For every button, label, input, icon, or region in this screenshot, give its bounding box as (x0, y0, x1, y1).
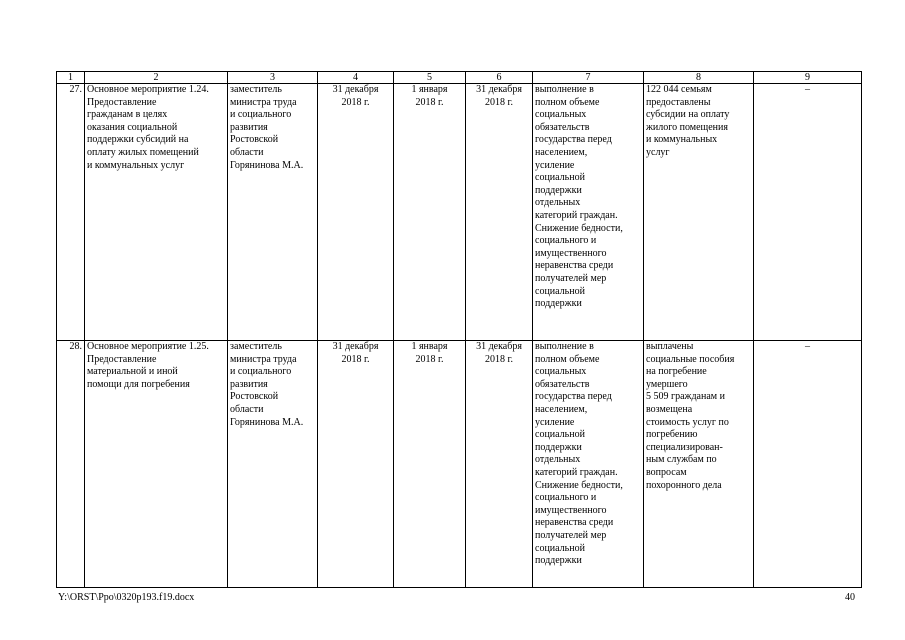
actual-start-date: 1 января 2018 г. (394, 341, 466, 588)
header-cell: 7 (533, 72, 644, 84)
table-row (57, 341, 862, 588)
note-dash: – (805, 341, 810, 352)
note-dash: – (805, 84, 810, 95)
actual-end-date: 31 декабря 2018 г. (466, 84, 533, 341)
header-cell: 1 (57, 72, 85, 84)
header-cell: 9 (754, 72, 862, 84)
row-number: 28. (57, 341, 85, 588)
planned-end-date: 31 декабря 2018 г. (318, 84, 394, 341)
responsible-person: заместитель министра труда и социального развития Ростовской области Горянинова М.А. (228, 84, 318, 341)
actual-end-date: 31 декабря 2018 г. (466, 341, 533, 588)
document-table (56, 71, 862, 588)
activity-title: Основное мероприятие 1.25. Предоставление материальной и иной помощи для погребения (85, 341, 228, 588)
header-cell: 2 (85, 72, 228, 84)
table-row (57, 84, 862, 341)
actual-result: 122 044 семьям предоставлены субсидии на оплату жилого помещения и коммунальных услуг (644, 84, 754, 341)
note-cell (754, 84, 862, 341)
header-cell: 5 (394, 72, 466, 84)
activity-title: Основное мероприятие 1.24. Предоставление гражданам в целях оказания социальной поддержки субсидий на оплату жилых помещений и коммунальных услуг (85, 84, 228, 341)
header-cell: 3 (228, 72, 318, 84)
footer-file-path: Y:\ORST\Ppo\0320p193.f19.docx (58, 592, 195, 603)
note-cell (754, 341, 862, 588)
header-cell: 4 (318, 72, 394, 84)
actual-result: выплачены социальные пособия на погребение умершего 5 509 гражданам и возмещена стоимость услуг по погребению специализирован- ным службам по вопросам похоронного дела (644, 341, 754, 588)
actual-start-date: 1 января 2018 г. (394, 84, 466, 341)
header-cell: 6 (466, 72, 533, 84)
header-cell: 8 (644, 72, 754, 84)
planned-result: выполнение в полном объеме социальных обязательств государства перед населением, усиление социальной поддержки отдельных категорий граждан. Снижение бедности, социального и имущественного неравенства среди получателей мер социальной поддержки (533, 341, 644, 588)
footer-page-number: 40 (845, 592, 855, 603)
row-number: 27. (57, 84, 85, 341)
header-row (57, 72, 862, 84)
planned-end-date: 31 декабря 2018 г. (318, 341, 394, 588)
planned-result: выполнение в полном объеме социальных обязательств государства перед населением, усиление социальной поддержки отдельных категорий граждан. Снижение бедности, социального и имущественного неравенства среди получателей мер социальной поддержки (533, 84, 644, 341)
responsible-person: заместитель министра труда и социального развития Ростовской области Горянинова М.А. (228, 341, 318, 588)
